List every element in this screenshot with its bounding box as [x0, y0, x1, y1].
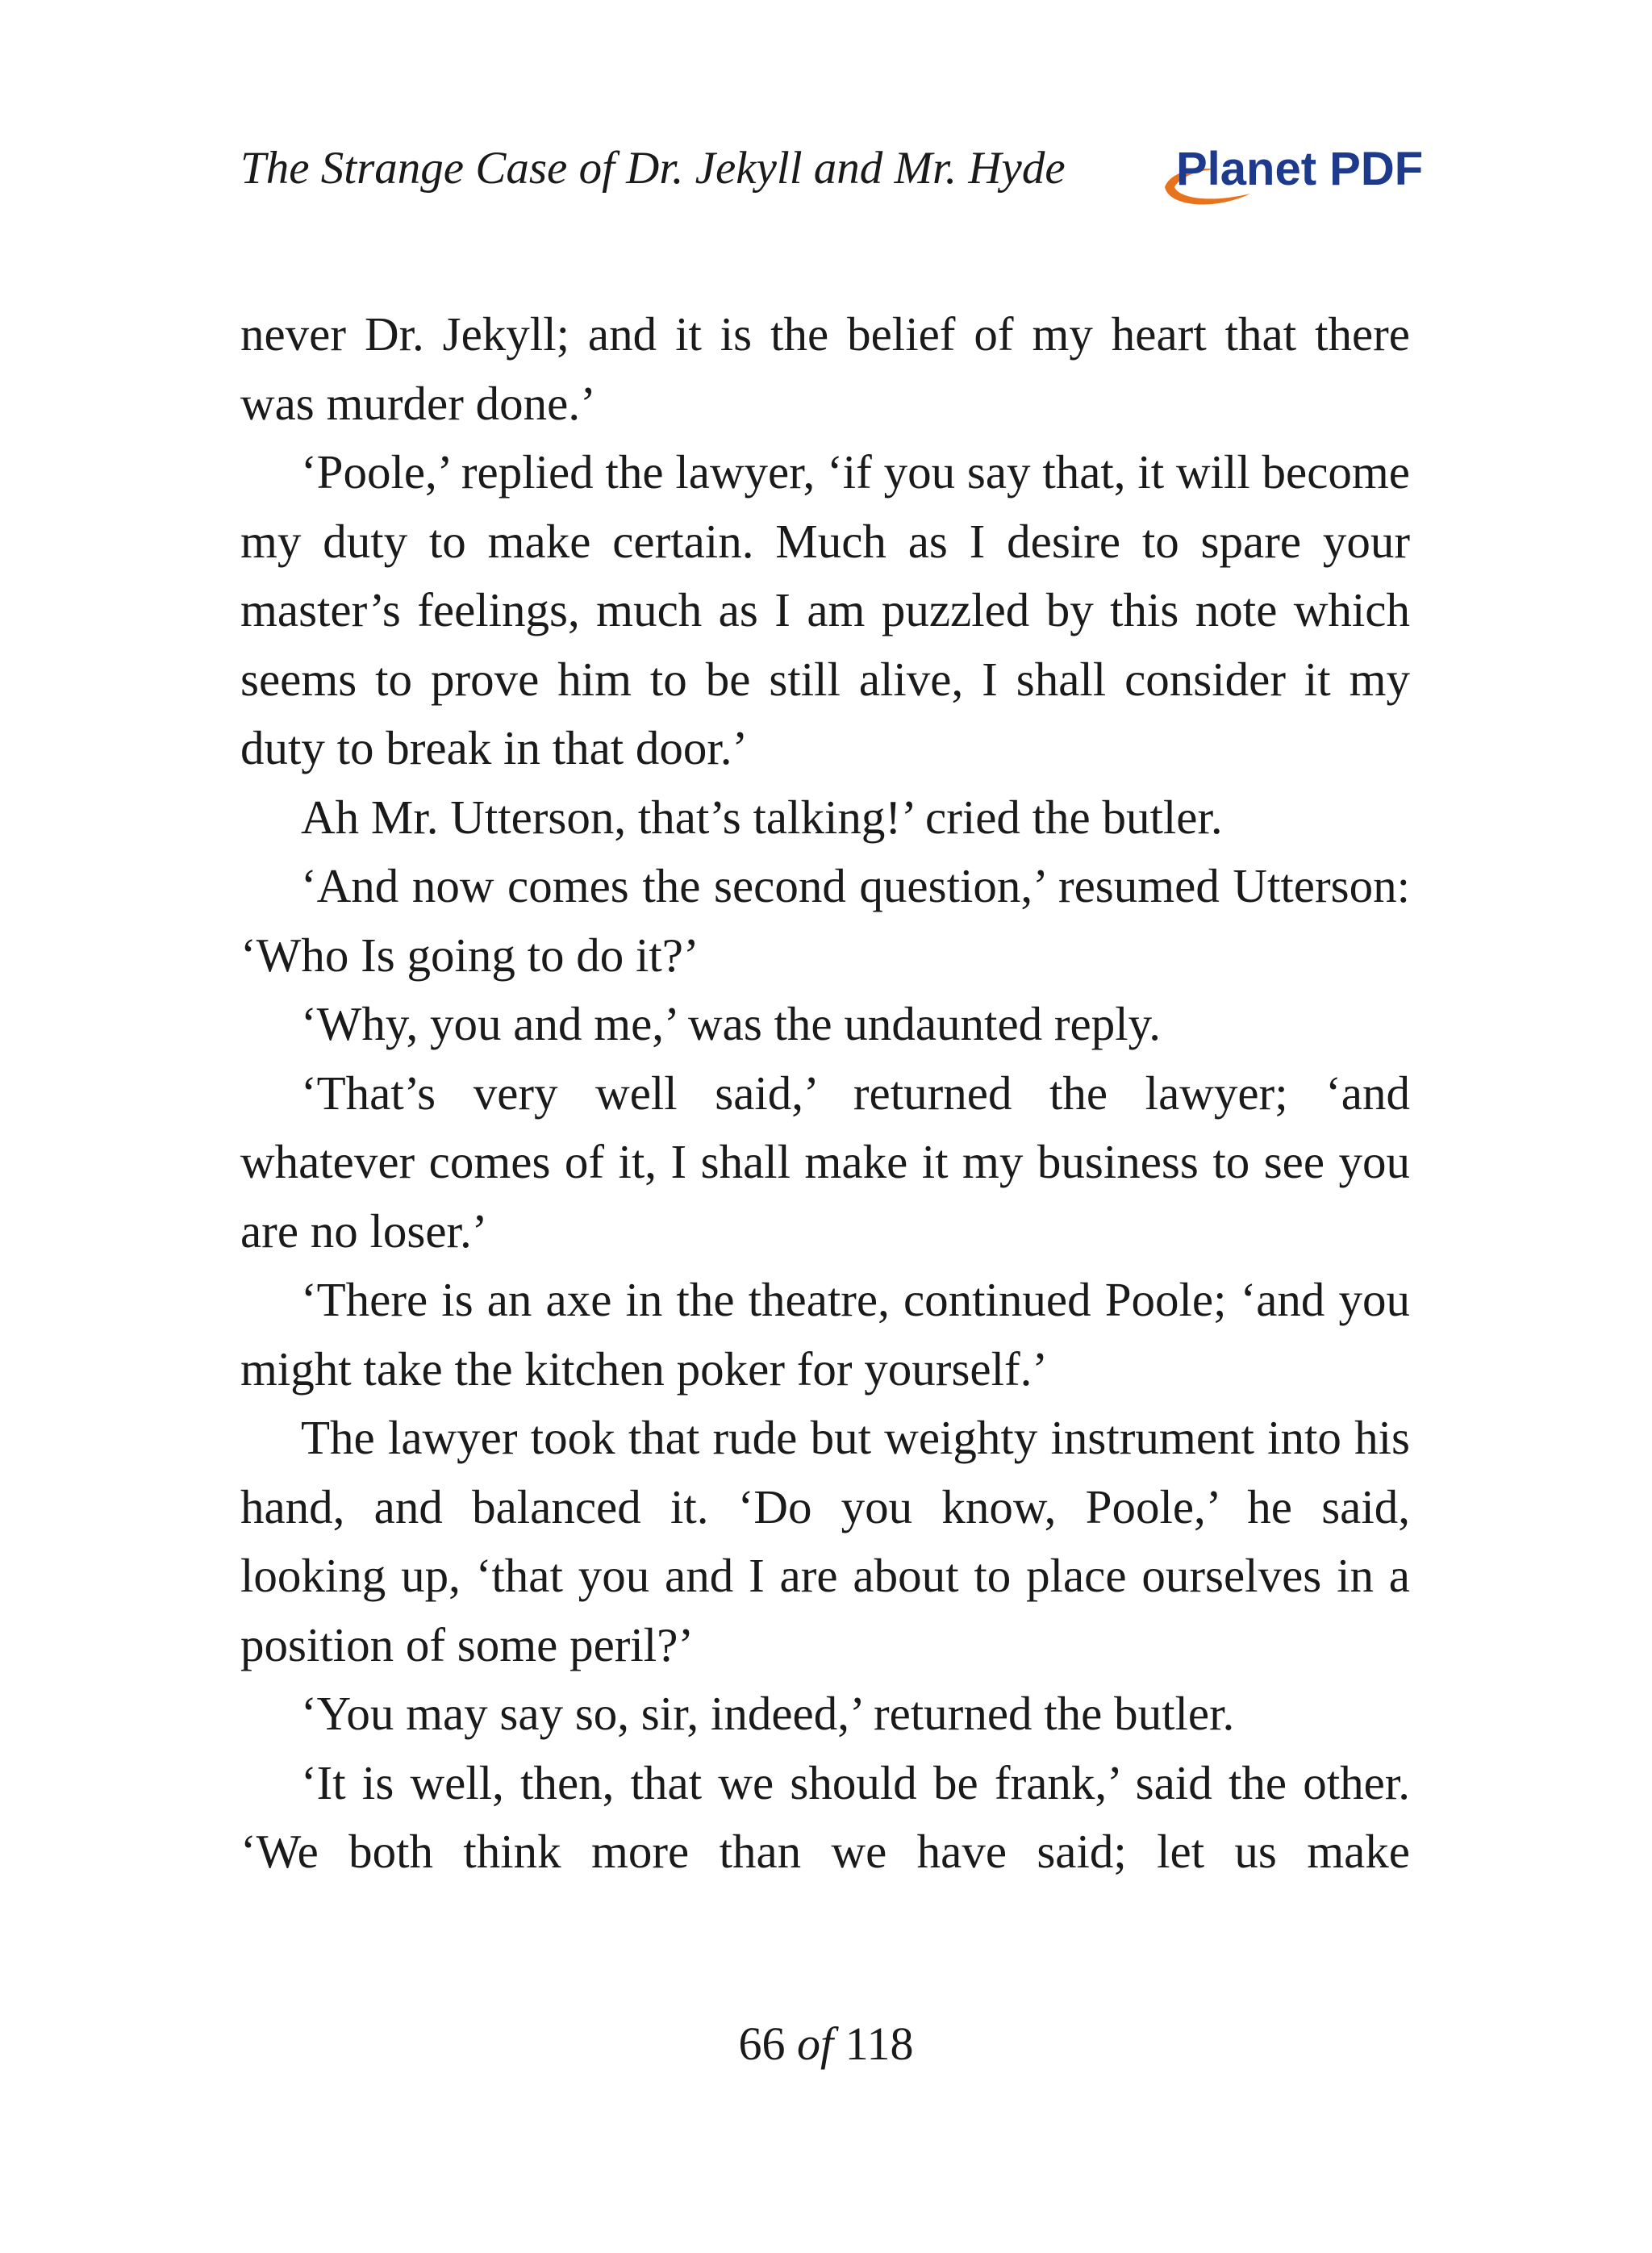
paragraph: ‘There is an axe in the theatre, continued Poole; ‘and you might take the kitchen poker for yourself.’ [240, 1273, 1410, 1396]
paragraph: The lawyer took that rude but weighty instrument into his hand, and balanced it. ‘Do you know, Poole,’ he said, looking up, ‘that you and I are about to place ourselves in a position of some peril?’ [240, 1411, 1410, 1671]
running-header-title: The Strange Case of Dr. Jekyll and Mr. Hyde [240, 143, 1066, 194]
paragraph: ‘You may say so, sir, indeed,’ returned the butler. [301, 1687, 1235, 1740]
page-of-word: of [797, 2017, 834, 2070]
paragraph: ‘Poole,’ replied the lawyer, ‘if you say that, it will become my duty to make certain. Much as I desire to spare your master’s feelings, much as I am puzzled by this note which seems to prove him to be still alive, I shall consider it my duty to break in that door.’ [240, 445, 1410, 774]
paragraph: never Dr. Jekyll; and it is the belief of my heart that there was murder done.’ [240, 307, 1410, 430]
paragraph: ‘Why, you and me,’ was the undaunted reply. [301, 997, 1162, 1050]
paragraph: ‘And now comes the second question,’ resumed Utterson: ‘Who Is going to do it?’ [240, 859, 1410, 982]
page-total: 118 [845, 2017, 914, 2070]
page-body [240, 300, 1410, 1887]
planet-pdf-logo [1162, 143, 1424, 208]
page-current: 66 [738, 2017, 786, 2070]
paragraph: ‘It is well, then, that we should be frank,’ said the other. ‘We both think more than we have said; let us make [240, 1755, 1410, 1878]
logo-text: Planet PDF [1176, 143, 1424, 195]
paragraph: ‘That’s very well said,’ returned the lawyer; ‘and whatever comes of it, I shall make it my business to see you are no loser.’ [240, 1066, 1410, 1258]
paragraph: Ah Mr. Utterson, that’s talking!’ cried the butler. [301, 790, 1223, 844]
page-number [0, 2017, 1652, 2070]
